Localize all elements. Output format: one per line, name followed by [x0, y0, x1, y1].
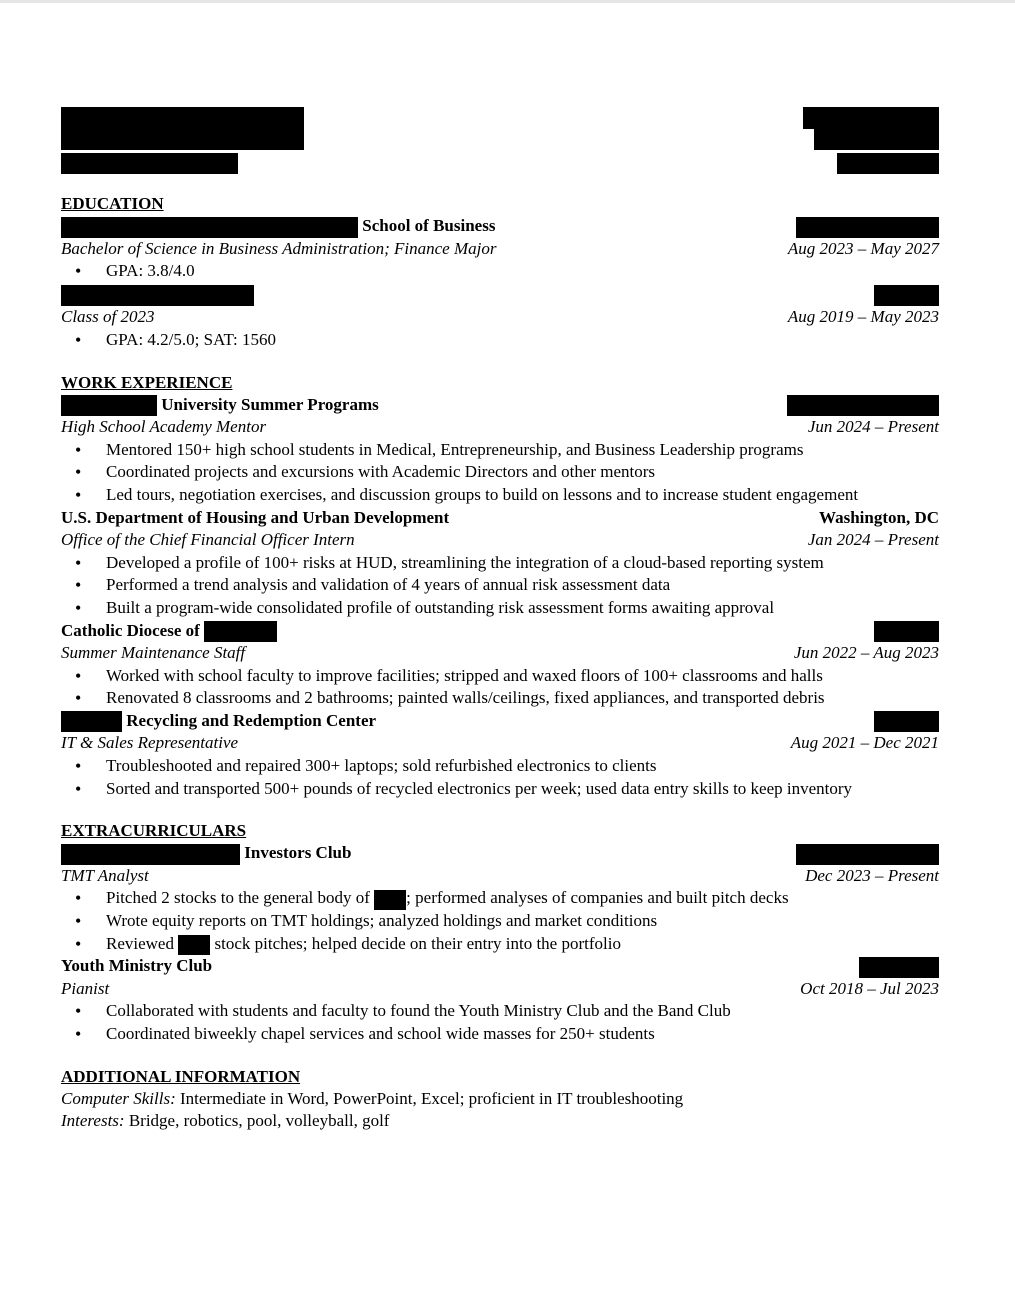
- job-title: TMT Analyst: [61, 865, 149, 885]
- date-range: Jun 2024 – Present: [807, 417, 939, 437]
- work-entry-4-bullets: [61, 755, 939, 800]
- education-entry-1-role: [61, 238, 939, 261]
- bullet-text-part: Reviewed: [106, 933, 174, 953]
- skills-value: Intermediate in Word, PowerPoint, Excel; proficient in IT troubleshooting: [175, 1088, 684, 1108]
- date-range: Aug 2021 – Dec 2021: [790, 733, 939, 753]
- work-entry-1-header: [61, 394, 939, 417]
- bullet-item: • Coordinated biweekly chapel services and school wide masses for 250+ students: [61, 1023, 939, 1046]
- org-name: U.S. Department of Housing and Urban Development: [61, 507, 450, 527]
- org-name: Investors Club: [244, 843, 352, 863]
- extra-entry-1-bullets: [61, 887, 939, 955]
- computer-skills-line: [61, 1088, 939, 1111]
- bullet-text-part: stock pitches; helped decide on their entry into the portfolio: [210, 933, 621, 953]
- date-range: Jun 2022 – Aug 2023: [793, 643, 939, 663]
- job-title: Pianist: [61, 978, 110, 998]
- extra-entry-1-header: [61, 842, 939, 865]
- extra-entry-2-role: [61, 978, 939, 1001]
- bullet-item: • Coordinated projects and excursions with Academic Directors and other mentors: [61, 461, 939, 484]
- bullet-text-part: Pitched 2 stocks to the general body of: [106, 888, 370, 908]
- org-name: Youth Ministry Club: [61, 956, 213, 976]
- bullet-item: • Sorted and transported 500+ pounds of recycled electronics per week; used data entry skills to keep inventory: [61, 778, 939, 801]
- education-entry-2-role: [61, 306, 939, 329]
- redacted-org-prefix: [61, 395, 157, 416]
- date-range: Dec 2023 – Present: [805, 865, 939, 885]
- redacted-inline: [374, 890, 406, 910]
- section-title-extracurriculars: EXTRACURRICULARS: [61, 821, 247, 841]
- redacted-high-school: [61, 285, 254, 306]
- redacted-contact-right-3: [837, 153, 939, 174]
- education-entry-1-header: [61, 215, 939, 238]
- bullet-item: • Troubleshooted and repaired 300+ laptops; sold refurbished electronics to clients: [61, 755, 939, 778]
- redacted-inline: [178, 935, 210, 955]
- work-entry-3-bullets: [61, 665, 939, 710]
- redacted-org-suffix: [204, 621, 277, 642]
- redacted-location: [859, 957, 939, 978]
- education-entry-1-bullets: [61, 260, 939, 283]
- redacted-location: [874, 711, 939, 732]
- org-name: University Summer Programs: [161, 394, 379, 414]
- education-entry-2-header: [61, 284, 939, 307]
- degree-title: Class of 2023: [61, 307, 155, 327]
- date-range: Aug 2019 – May 2023: [787, 307, 939, 327]
- redacted-location: [874, 621, 939, 642]
- redacted-org-prefix: [61, 844, 240, 865]
- degree-title: Bachelor of Science in Business Administration; Finance Major: [61, 238, 497, 258]
- bullet-item: • GPA: 3.8/4.0: [61, 260, 939, 283]
- work-entry-1-role: [61, 416, 939, 439]
- work-entry-4-header: [61, 710, 939, 733]
- work-entry-3-role: [61, 642, 939, 665]
- bullet-item: • Developed a profile of 100+ risks at HUD, streamlining the integration of a cloud-based reporting system: [61, 552, 939, 575]
- work-entry-2-header: [61, 507, 939, 530]
- bullet-item: • Mentored 150+ high school students in Medical, Entrepreneurship, and Business Leadership programs: [61, 439, 939, 462]
- redacted-location: [787, 395, 939, 416]
- bullet-item: • GPA: 4.2/5.0; SAT: 1560: [61, 329, 939, 352]
- org-name: Catholic Diocese of: [61, 620, 200, 640]
- resume-page: [61, 107, 939, 1133]
- redacted-location: [874, 285, 939, 306]
- work-entry-4-role: [61, 732, 939, 755]
- extra-entry-2-header: [61, 955, 939, 978]
- org-name: School of Business: [362, 216, 496, 235]
- redacted-location: [796, 844, 939, 865]
- education-entry-2-bullets: [61, 329, 939, 352]
- section-title-education: EDUCATION: [61, 194, 164, 213]
- interests-value: Bridge, robotics, pool, volleyball, golf: [124, 1111, 390, 1131]
- section-title-work-experience: WORK EXPERIENCE: [61, 372, 233, 392]
- skills-label: Computer Skills:: [61, 1088, 176, 1108]
- date-range: Aug 2023 – May 2027: [787, 238, 939, 258]
- redacted-contact-left: [61, 153, 238, 174]
- section-title-additional-information: ADDITIONAL INFORMATION: [61, 1066, 301, 1086]
- bullet-item: • Wrote equity reports on TMT holdings; analyzed holdings and market conditions: [61, 910, 939, 933]
- job-title: Summer Maintenance Staff: [61, 643, 246, 663]
- extra-entry-1-role: [61, 865, 939, 888]
- job-title: IT & Sales Representative: [61, 733, 239, 753]
- resume-header: [61, 107, 939, 193]
- work-entry-1-bullets: [61, 439, 939, 507]
- redacted-name: [61, 107, 304, 150]
- bullet-item: • Led tours, negotiation exercises, and discussion groups to build on lessons and to increase student engagement: [61, 484, 939, 507]
- bullet-text-part: ; performed analyses of companies and built pitch decks: [406, 888, 789, 908]
- job-title: High School Academy Mentor: [61, 417, 267, 437]
- date-range: Oct 2018 – Jul 2023: [800, 978, 939, 998]
- redacted-university: [61, 217, 358, 238]
- bullet-item: • Worked with school faculty to improve facilities; stripped and waxed floors of 100+ classrooms and halls: [61, 665, 939, 688]
- page-top-border: [0, 0, 1015, 3]
- date-range: Jan 2024 – Present: [807, 530, 939, 550]
- redacted-org-prefix: [61, 711, 122, 732]
- redacted-contact-right-2: [814, 128, 939, 150]
- work-entry-2-role: [61, 529, 939, 552]
- interests-label: Interests:: [61, 1111, 125, 1131]
- bullet-item: [61, 933, 939, 956]
- work-entry-2-bullets: [61, 552, 939, 620]
- redacted-contact-right-1: [803, 107, 939, 129]
- redacted-location: [796, 217, 939, 238]
- work-entry-3-header: [61, 620, 939, 643]
- extra-entry-2-bullets: [61, 1000, 939, 1045]
- bullet-item: • Built a program-wide consolidated profile of outstanding risk assessment forms awaiting approval: [61, 597, 939, 620]
- bullet-item: [61, 887, 939, 910]
- bullet-item: • Performed a trend analysis and validation of 4 years of annual risk assessment data: [61, 574, 939, 597]
- bullet-item: • Collaborated with students and faculty to found the Youth Ministry Club and the Band Club: [61, 1000, 939, 1023]
- org-name: Recycling and Redemption Center: [126, 710, 377, 730]
- interests-line: [61, 1110, 939, 1133]
- bullet-item: • Renovated 8 classrooms and 2 bathrooms; painted walls/ceilings, fixed appliances, and transported debris: [61, 687, 939, 710]
- job-title: Office of the Chief Financial Officer Intern: [61, 530, 355, 550]
- location: Washington, DC: [819, 507, 939, 527]
